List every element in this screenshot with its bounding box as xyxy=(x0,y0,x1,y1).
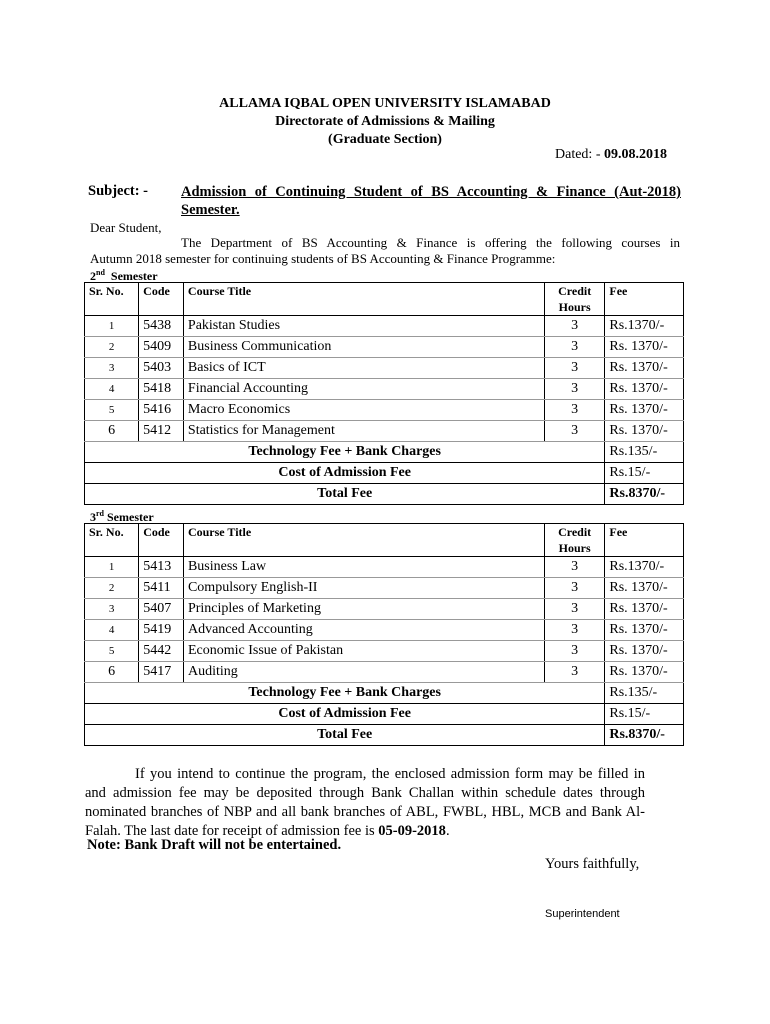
cell-credit: 3 xyxy=(544,662,604,683)
cell-fee: Rs.1370/- xyxy=(605,557,684,578)
col-fee: Fee xyxy=(605,283,684,316)
cell-code: 5413 xyxy=(139,557,184,578)
table-row xyxy=(85,358,684,379)
table-row xyxy=(85,578,684,599)
cell-fee: Rs. 1370/- xyxy=(605,358,684,379)
col-credit-hours xyxy=(544,524,604,557)
table-row xyxy=(85,421,684,442)
cell-title: Advanced Accounting xyxy=(183,620,544,641)
cell-sr: 6 xyxy=(85,662,139,683)
admission-fee-row xyxy=(85,704,684,725)
semester-2-word: Semester xyxy=(110,269,158,283)
university-name: ALLAMA IQBAL OPEN UNIVERSITY ISLAMABAD xyxy=(219,96,551,111)
cell-sr: 5 xyxy=(85,400,139,421)
table-row xyxy=(85,641,684,662)
cell-title: Business Law xyxy=(183,557,544,578)
cell-fee: Rs. 1370/- xyxy=(605,337,684,358)
cell-code: 5442 xyxy=(139,641,184,662)
cell-credit: 3 xyxy=(544,379,604,400)
tech-fee-value: Rs.135/- xyxy=(605,442,684,463)
cell-title: Compulsory English-II xyxy=(183,578,544,599)
cell-title: Principles of Marketing xyxy=(183,599,544,620)
dated-line xyxy=(555,147,667,163)
semester-2-table xyxy=(84,282,684,505)
cell-title: Economic Issue of Pakistan xyxy=(183,641,544,662)
cell-title: Macro Economics xyxy=(183,400,544,421)
cell-sr: 6 xyxy=(85,421,139,442)
salutation: Dear Student, xyxy=(90,220,162,235)
admission-fee-label: Cost of Admission Fee xyxy=(85,704,605,725)
cell-sr: 1 xyxy=(85,557,139,578)
col-course-title: Course Title xyxy=(183,283,544,316)
cell-code: 5407 xyxy=(139,599,184,620)
intro-line-2: Autumn 2018 semester for continuing students of BS Accounting & Finance Programme: xyxy=(90,251,556,266)
cell-credit: 3 xyxy=(544,421,604,442)
col-code: Code xyxy=(139,283,184,316)
total-fee-value: Rs.8370/- xyxy=(605,725,684,746)
col-course-title: Course Title xyxy=(183,524,544,557)
admission-fee-value: Rs.15/- xyxy=(605,463,684,484)
total-fee-label: Total Fee xyxy=(85,484,605,505)
tech-fee-label: Technology Fee + Bank Charges xyxy=(85,442,605,463)
cell-sr: 4 xyxy=(85,379,139,400)
table-header-row xyxy=(85,524,684,557)
subject-line-2: Semester. xyxy=(181,202,240,218)
cell-code: 5416 xyxy=(139,400,184,421)
semester-3-label xyxy=(90,507,154,524)
semester-2-label xyxy=(90,266,158,283)
col-credit-line1: Credit xyxy=(558,284,592,298)
cell-code: 5417 xyxy=(139,662,184,683)
tech-fee-row xyxy=(85,683,684,704)
cell-fee: Rs. 1370/- xyxy=(605,620,684,641)
table-row xyxy=(85,316,684,337)
table-row xyxy=(85,337,684,358)
subject-label: Subject: - xyxy=(88,183,149,199)
section-name: (Graduate Section) xyxy=(328,132,442,147)
cell-credit: 3 xyxy=(544,358,604,379)
col-fee: Fee xyxy=(605,524,684,557)
closing-paragraph: If you intend to continue the program, the enclosed admission form may be filled in and admission fee may be deposited through Bank Challan within schedule dates through nominated branches of NBP and all bank branches of ABL, FWBL, HBL, MCB and Bank Al-Falah. The last date for receipt of admission fee is 05-09-2018. xyxy=(85,766,645,839)
cell-sr: 5 xyxy=(85,641,139,662)
cell-fee: Rs. 1370/- xyxy=(605,578,684,599)
cell-code: 5438 xyxy=(139,316,184,337)
yours-faithfully: Yours faithfully, xyxy=(545,856,640,872)
cell-fee: Rs. 1370/- xyxy=(605,421,684,442)
col-credit-line2: Hours xyxy=(558,541,591,555)
semester-2-ordinal: 2 xyxy=(90,269,96,283)
cell-credit: 3 xyxy=(544,578,604,599)
dated-value: 09.08.2018 xyxy=(603,147,667,162)
cell-credit: 3 xyxy=(544,620,604,641)
cell-sr: 3 xyxy=(85,358,139,379)
total-fee-value: Rs.8370/- xyxy=(605,484,684,505)
cell-code: 5409 xyxy=(139,337,184,358)
table-row xyxy=(85,620,684,641)
cell-sr: 1 xyxy=(85,316,139,337)
admission-fee-row xyxy=(85,463,684,484)
table-header-row xyxy=(85,283,684,316)
intro-line-1: The Department of BS Accounting & Finance is offering the following courses in xyxy=(181,235,680,250)
admission-fee-value: Rs.15/- xyxy=(605,704,684,725)
directorate-name: Directorate of Admissions & Mailing xyxy=(275,114,495,129)
subject-line-1: Admission of Continuing Student of BS Accounting & Finance (Aut-2018) xyxy=(181,184,681,200)
cell-fee: Rs. 1370/- xyxy=(605,662,684,683)
col-sr-no: Sr. No. xyxy=(85,283,139,316)
col-credit-line1: Credit xyxy=(558,525,592,539)
last-date: 05-09-2018 xyxy=(378,823,446,839)
cell-code: 5403 xyxy=(139,358,184,379)
cell-fee: Rs.1370/- xyxy=(605,316,684,337)
total-fee-row xyxy=(85,484,684,505)
cell-title: Pakistan Studies xyxy=(183,316,544,337)
table-row xyxy=(85,662,684,683)
cell-fee: Rs. 1370/- xyxy=(605,400,684,421)
semester-3-word: Semester xyxy=(107,510,154,524)
col-credit-line2: Hours xyxy=(558,300,591,314)
semester-3-ordinal: 3 xyxy=(90,510,96,524)
cell-credit: 3 xyxy=(544,599,604,620)
cell-fee: Rs. 1370/- xyxy=(605,641,684,662)
cell-sr: 2 xyxy=(85,337,139,358)
table-row xyxy=(85,400,684,421)
bank-draft-note: Note: Bank Draft will not be entertained. xyxy=(87,837,342,853)
cell-code: 5419 xyxy=(139,620,184,641)
cell-credit: 3 xyxy=(544,337,604,358)
tech-fee-row xyxy=(85,442,684,463)
col-sr-no: Sr. No. xyxy=(85,524,139,557)
admission-fee-label: Cost of Admission Fee xyxy=(85,463,605,484)
cell-code: 5418 xyxy=(139,379,184,400)
cell-credit: 3 xyxy=(544,557,604,578)
dated-label: Dated: - xyxy=(555,147,604,162)
subject-line-2-text: Semester xyxy=(181,202,237,218)
cell-title: Basics of ICT xyxy=(183,358,544,379)
table-row xyxy=(85,379,684,400)
total-fee-label: Total Fee xyxy=(85,725,605,746)
tech-fee-label: Technology Fee + Bank Charges xyxy=(85,683,605,704)
col-code: Code xyxy=(139,524,184,557)
tech-fee-value: Rs.135/- xyxy=(605,683,684,704)
cell-title: Statistics for Management xyxy=(183,421,544,442)
table-row xyxy=(85,557,684,578)
closing-text: If you intend to continue the program, the enclosed admission form may be filled in and admission fee may be deposited through Bank Challan within schedule dates through nominated branches of NBP and all bank branches of ABL, FWBL, HBL, MCB and Bank Al-Falah. The last date for receipt of admission fee is xyxy=(85,766,645,839)
cell-sr: 3 xyxy=(85,599,139,620)
cell-fee: Rs. 1370/- xyxy=(605,599,684,620)
cell-fee: Rs. 1370/- xyxy=(605,379,684,400)
total-fee-row xyxy=(85,725,684,746)
cell-sr: 4 xyxy=(85,620,139,641)
cell-credit: 3 xyxy=(544,316,604,337)
col-credit-hours xyxy=(544,283,604,316)
cell-credit: 3 xyxy=(544,641,604,662)
table-row xyxy=(85,599,684,620)
semester-3-table xyxy=(84,523,684,746)
cell-sr: 2 xyxy=(85,578,139,599)
cell-code: 5412 xyxy=(139,421,184,442)
cell-code: 5411 xyxy=(139,578,184,599)
cell-title: Financial Accounting xyxy=(183,379,544,400)
cell-credit: 3 xyxy=(544,400,604,421)
semester-3-sup: rd xyxy=(96,509,104,518)
cell-title: Business Communication xyxy=(183,337,544,358)
signatory-title: Superintendent xyxy=(545,908,620,920)
cell-title: Auditing xyxy=(183,662,544,683)
semester-2-sup: nd xyxy=(96,268,105,277)
